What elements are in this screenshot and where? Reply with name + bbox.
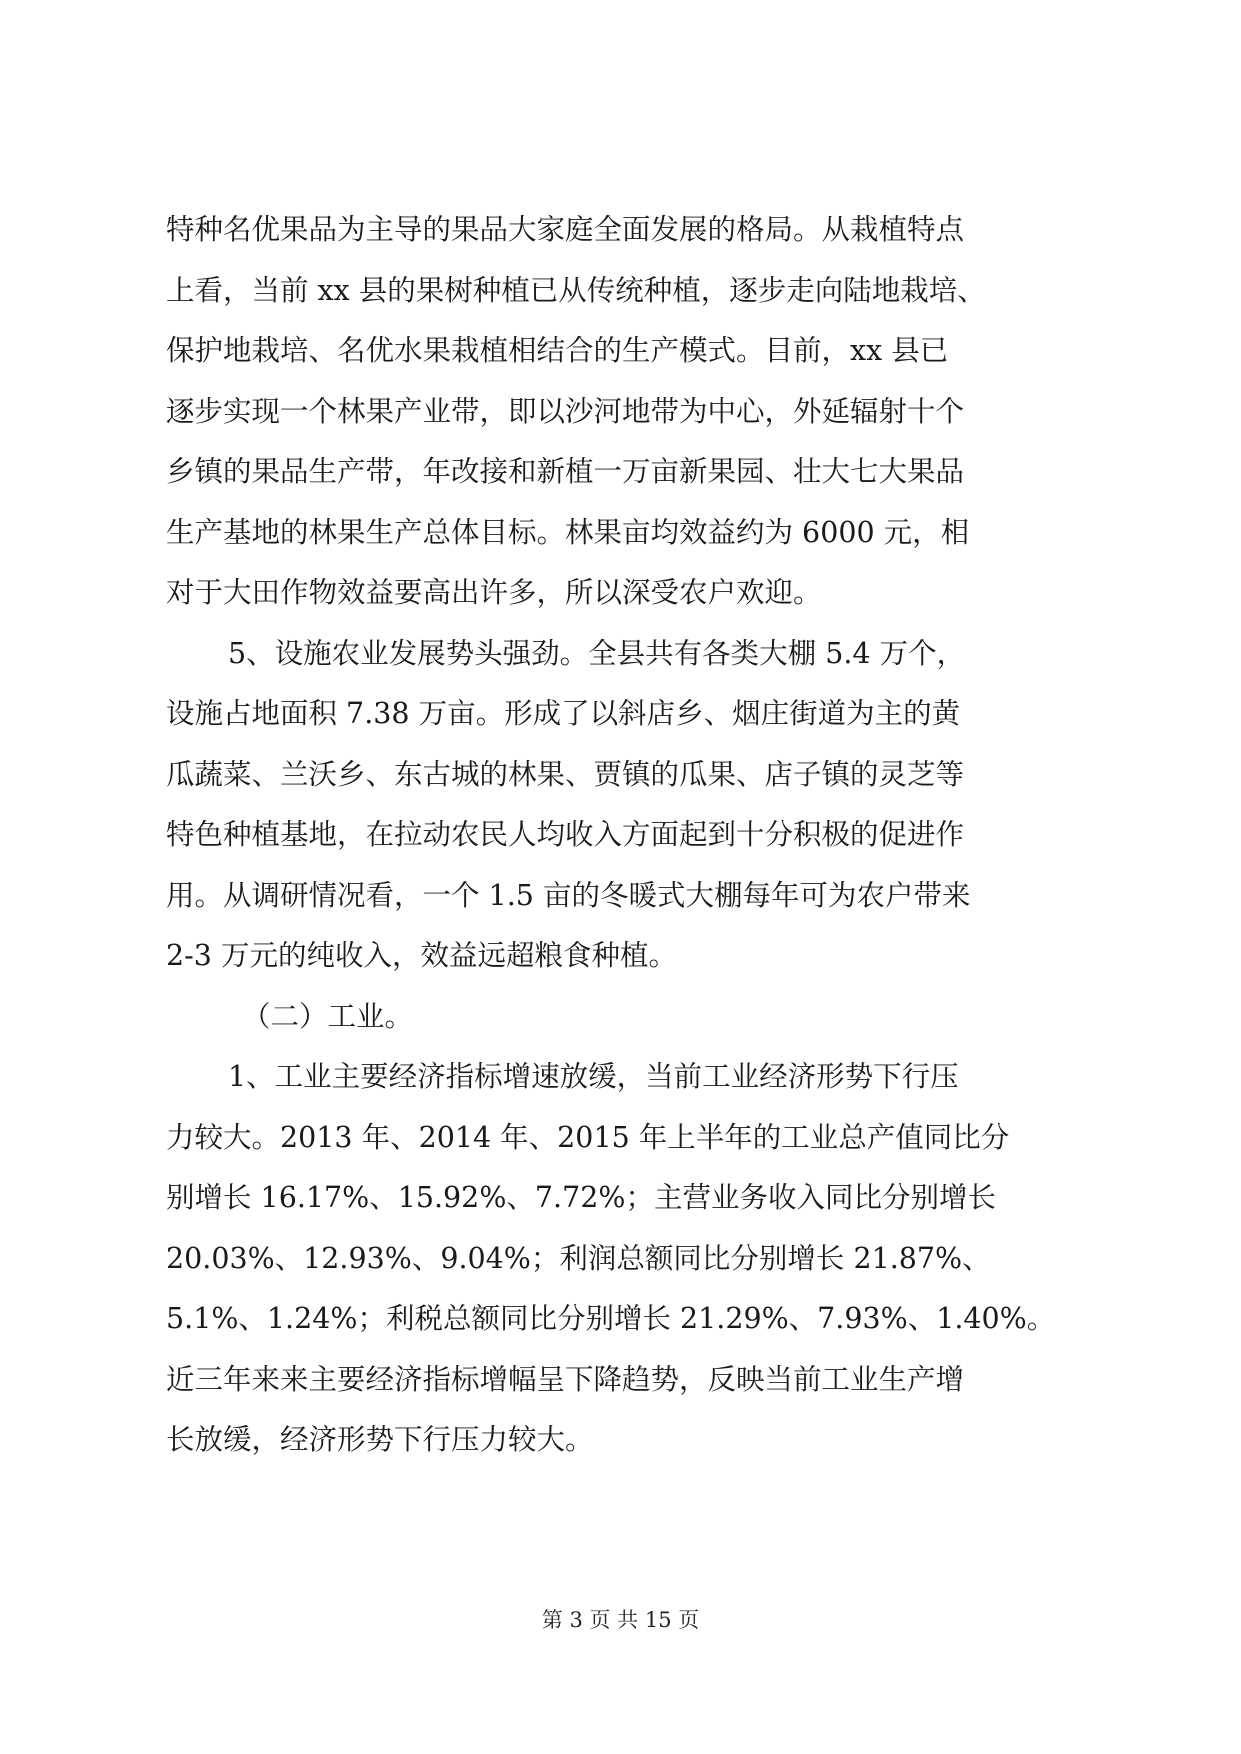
- document-body: [166, 200, 1076, 1471]
- text-line: 用。从调研情况看，一个 1.5 亩的冬暖式大棚每年可为农户带来: [166, 878, 971, 912]
- text-line: 别增长 16.17%、15.92%、7.72%；主营业务收入同比分别增长: [166, 1181, 996, 1214]
- text-line: 设施占地面积 7.38 万亩。形成了以斜店乡、烟庄街道为主的黄: [166, 697, 961, 730]
- text-line: 保护地栽培、名优水果栽植相结合的生产模式。目前，xx 县已: [166, 334, 949, 367]
- text-line: 5.1%、1.24%；利税总额同比分别增长 21.29%、7.93%、1.40%。: [166, 1302, 1056, 1335]
- text-line: 瓜蔬菜、兰沃乡、东古城的林果、贾镇的瓜果、店子镇的灵芝等: [166, 757, 965, 791]
- text-line: 特色种植基地，在拉动农民人均收入方面起到十分积极的促进作: [166, 818, 965, 851]
- text-line: 对于大田作物效益要高出许多，所以深受农户欢迎。: [166, 576, 822, 609]
- text-line: 力较大。2013 年、2014 年、2015 年上半年的工业总产值同比分: [166, 1120, 1010, 1154]
- text-line: 上看，当前 xx 县的果树种植已从传统种植，逐步走向陆地栽培、: [166, 273, 986, 307]
- text-line: 近三年来来主要经济指标增幅呈下降趋势，反映当前工业生产增: [166, 1362, 965, 1396]
- text-line: 生产基地的林果生产总体目标。林果亩均效益约为 6000 元，相: [166, 515, 970, 549]
- text-line: 逐步实现一个林果产业带，即以沙河地带为中心，外延辐射十个: [166, 394, 965, 428]
- page-footer: 第 3 页 共 15 页: [541, 1608, 700, 1632]
- text-line: 2-3 万元的纯收入，效益远超粮食种植。: [166, 939, 677, 972]
- text-line: 长放缓，经济形势下行压力较大。: [166, 1423, 594, 1456]
- text-line: 乡镇的果品生产带，年改接和新植一万亩新果园、壮大七大果品: [166, 455, 965, 488]
- paragraph-first-line: 1、工业主要经济指标增速放缓，当前工业经济形势下行压: [228, 1060, 959, 1093]
- text-line: 20.03%、12.93%、9.04%；利润总额同比分别增长 21.87%、: [166, 1241, 991, 1275]
- section-heading: （二）工业。: [242, 999, 414, 1033]
- paragraph-first-line: 5、设施农业发展势头强劲。全县共有各类大棚 5.4 万个，: [228, 636, 966, 670]
- text-line: 特种名优果品为主导的果品大家庭全面发展的格局。从栽植特点: [166, 213, 965, 246]
